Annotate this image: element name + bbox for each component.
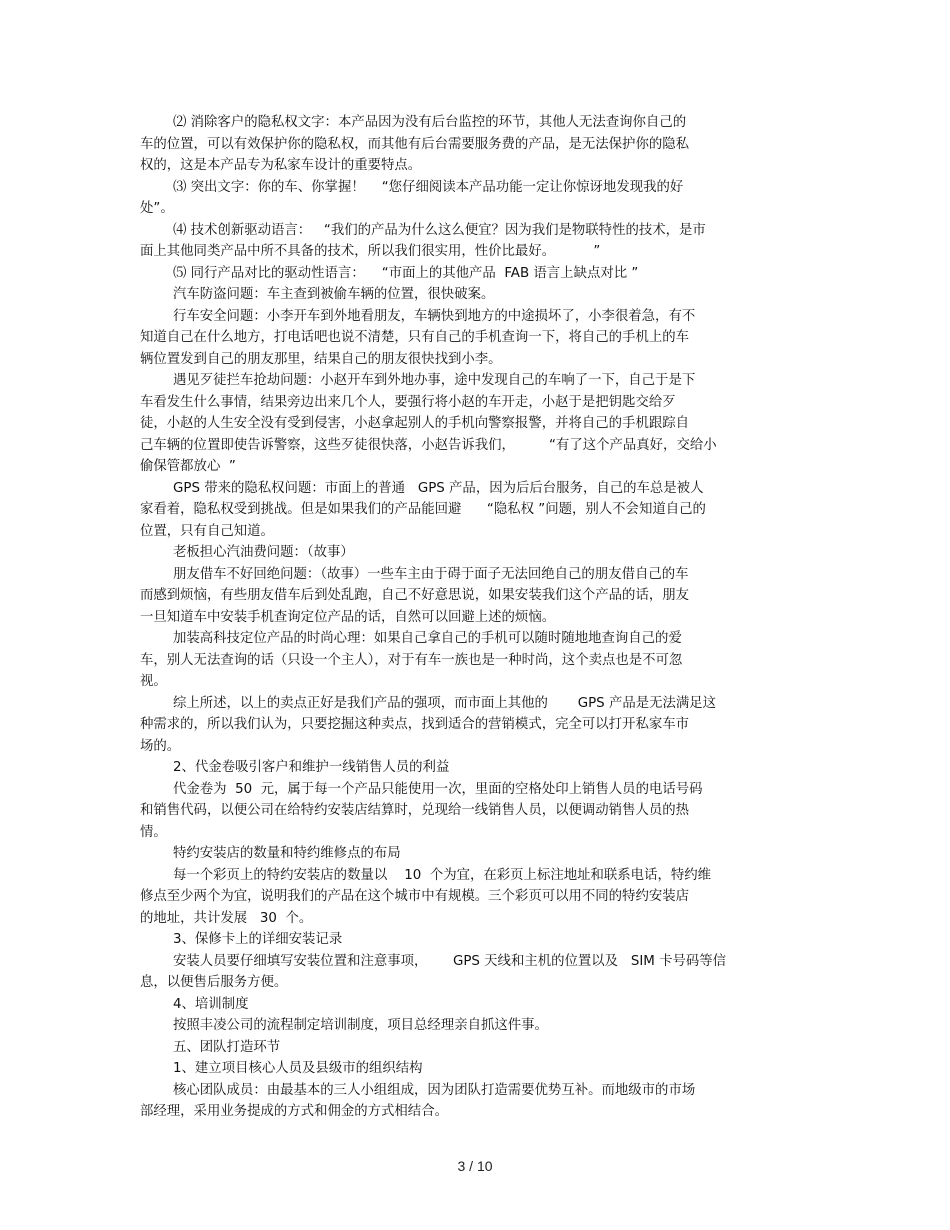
text-line: 加装高科技定位产品的时尚心理：如果自己拿自己的手机可以随时随地地查询自己的爱: [173, 631, 682, 646]
text-line: 家看着，隐私权受到挑战。但是如果我们的产品能回避 “隐私权 ”问题，别人不会知道自己的: [140, 502, 706, 517]
text-line: 面上其他同类产品中所不具备的技术，所以我们很实用，性价比最好。 ”: [140, 244, 601, 259]
text-line: 处”。: [140, 201, 174, 216]
text-line: 息，以便售后服务方便。: [140, 975, 288, 990]
text-line: 综上所述，以上的卖点正好是我们产品的强项，而市面上其他的 GPS 产品是无法满足这: [173, 695, 717, 711]
text-line: 安装人员要仔细填写安装位置和注意事项， GPS 天线和主机的位置以及 SIM 卡号码等信: [173, 953, 727, 969]
text-line: 辆位置发到自己的朋友那里，结果自己的朋友很快找到小李。: [140, 351, 502, 367]
text-line: 知道自己在什么地方，打电话吧也说不清楚，只有自己的手机查询一下，将自己的手机上的车: [140, 330, 690, 345]
text-line: GPS 带来的隐私权问题：市面上的普通 GPS 产品，因为后后台服务，自己的车总是被人: [173, 480, 704, 496]
text-line: 核心团队成员：由最基本的三人小组组成，因为团队打造需要优势互补。而地级市的市场: [173, 1082, 696, 1098]
text-line: 特约安装店的数量和特约维修点的布局: [173, 846, 401, 861]
text-line: 部经理，采用业务提成的方式和佣金的方式相结合。: [140, 1104, 448, 1119]
text-line: ⑷ 技术创新驱动语言： “我们的产品为什么这么便宜？因为我们是物联特性的技术，是市: [173, 222, 706, 238]
text-line: 车的位置，可以有效保护你的隐私权，而其他有后台需要服务费的产品，是无法保护你的隐私: [140, 136, 690, 152]
text-line: 2、代金卷吸引客户和维护一线销售人员的利益: [173, 760, 450, 775]
text-line: 而感到烦恼，有些朋友借车后到处乱跑，自己不好意思说，如果安装我们这个产品的话，朋友: [140, 588, 690, 603]
text-line: ⑸ 同行产品对比的驱动性语言： “市面上的其他产品 FAB 语言上缺点对比 ”: [173, 265, 639, 281]
text-line: 位置，只有自己知道。: [140, 523, 274, 539]
document-body: [140, 112, 795, 1123]
text-line: 4、培训制度: [173, 996, 249, 1012]
text-line: 场的。: [140, 738, 181, 754]
text-line: 偷保管都放心 ”: [140, 459, 236, 474]
text-line: 遇见歹徒拦车抢劫问题：小赵开车到外地办事，途中发现自己的车响了一下，自己于是下: [173, 373, 696, 388]
text-line: 汽车防盗问题：车主查到被偷车辆的位置，很快破案。: [173, 287, 495, 302]
text-line: 朋友借车不好回绝问题：（故事）一些车主由于碍于面子无法回绝自己的朋友借自己的车: [173, 566, 689, 582]
text-line: 种需求的，所以我们认为，只要挖掘这种卖点，找到适合的营销模式，完全可以打开私家车市: [140, 717, 690, 732]
text-line: ⑶ 突出文字：你的车、你掌握！ “您仔细阅读本产品功能一定让你惊讶地发现我的好: [173, 179, 684, 195]
text-line: 行车安全问题：小李开车到外地看朋友，车辆快到地方的中途损坏了，小李很着急，有不: [173, 308, 696, 324]
text-line: 的地址，共计发展 30 个。: [140, 910, 313, 926]
page-number: 3 / 10: [457, 1158, 493, 1174]
text-line: 和销售代码，以便公司在给特约安装店结算时，兑现给一线销售人员，以便调动销售人员的热: [140, 803, 690, 818]
text-line: 按照丰凌公司的流程制定培训制度，项目总经理亲自抓这件事。: [173, 1018, 548, 1033]
text-line: 一旦知道车中安装手机查询定位产品的话，自然可以回避上述的烦恼。: [140, 609, 556, 625]
text-line: 徒，小赵的人生安全没有受到侵害，小赵拿起别人的手机向警察报警，并将自己的手机跟踪自: [140, 416, 690, 431]
text-line: 3、保修卡上的详细安装记录: [173, 932, 343, 947]
text-line: 代金卷为 50 元，属于每一个产品只能使用一次，里面的空格处印上销售人员的电话号码: [173, 781, 703, 797]
text-line: ⑵ 消除客户的隐私权文字：本产品因为没有后台监控的环节，其他人无法查询你自己的: [173, 115, 687, 130]
text-line: 每一个彩页上的特约安装店的数量以 10 个为宜，在彩页上标注地址和联系电话，特约维: [173, 867, 712, 883]
text-line: 权的，这是本产品专为私家车设计的重要特点。: [140, 158, 422, 173]
text-line: 1、建立项目核心人员及县级市的组织结构: [173, 1061, 423, 1076]
text-line: 修点至少两个为宜，说明我们的产品在这个城市中有规模。三个彩页可以用不同的特约安装店: [140, 889, 690, 904]
text-line: 老板担心汽油费问题：（故事）: [173, 545, 354, 560]
text-line: 视。: [140, 674, 167, 689]
text-line: 车看发生什么事情，结果旁边出来几个人，要强行将小赵的车开走，小赵于是把钥匙交给歹: [140, 394, 676, 410]
text-line: 情。: [140, 824, 167, 840]
text-line: 车，别人无法查询的话（只设一个主人），对于有车一族也是一种时尚，这个卖点也是不可忽: [140, 652, 683, 668]
text-line: 己车辆的位置即使告诉警察，这些歹徒很快落，小赵告诉我们， “有了这个产品真好，交给小: [140, 437, 717, 453]
text-line: 五、团队打造环节: [173, 1039, 281, 1055]
